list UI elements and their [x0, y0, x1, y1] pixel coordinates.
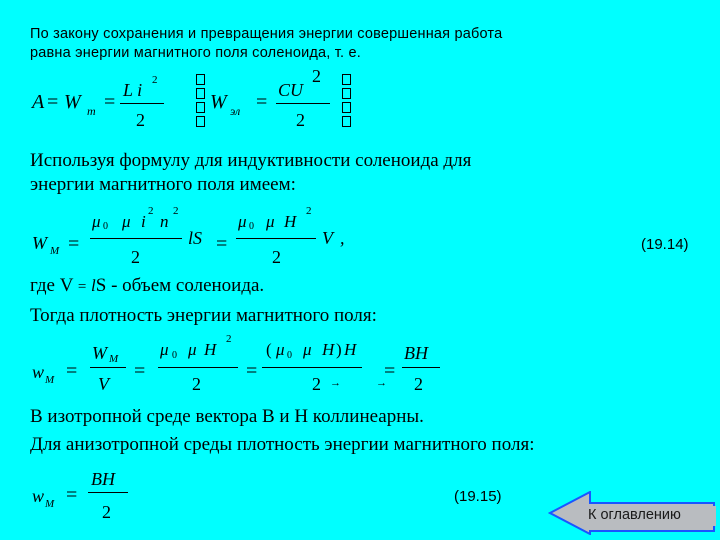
- eq2-n: n: [160, 212, 169, 231]
- eq3-H: H: [204, 340, 217, 359]
- volume-post: S - объем соленоида.: [95, 275, 265, 296]
- eq2-fraction-bar-1: [90, 238, 182, 239]
- eq4-BH: BH: [91, 469, 115, 489]
- eq1-w-el: W: [210, 91, 227, 113]
- eq3-close: ): [336, 340, 342, 359]
- eq1-pow2: 2: [312, 66, 321, 86]
- eq2-eq-1: =: [68, 233, 80, 255]
- paragraph-2: Тогда плотность энергии магнитного поля:: [30, 305, 377, 326]
- eq3-den-2: 2: [312, 374, 321, 394]
- eq1-fraction-bar-2: [276, 103, 330, 104]
- eq3-sub-M-num: M: [109, 353, 119, 365]
- eq2-mu0: μ: [92, 212, 101, 231]
- eq1-fraction-bar-1: [120, 103, 164, 104]
- eq3-fraction-bar-1: [90, 367, 126, 368]
- eq2-den-1: 2: [131, 247, 140, 267]
- eq2-pow-i: 2: [148, 205, 154, 217]
- eq2-pow-n: 2: [173, 205, 179, 217]
- eq1-placeholder-box: [196, 116, 205, 127]
- eq3-BH: BH: [404, 343, 428, 363]
- eq3-zero: 0: [172, 350, 177, 361]
- eq1-cu: CU: [278, 80, 304, 100]
- eq2-mu0-b: μ: [238, 212, 247, 231]
- eq1-placeholder-box: [342, 116, 351, 127]
- eq4-sub-m: M: [45, 498, 55, 510]
- table-of-contents-button[interactable]: [548, 491, 716, 535]
- paragraph-1-line-2: энергии магнитного поля имеем:: [30, 174, 296, 195]
- eq1-placeholder-box: [342, 88, 351, 99]
- intro-line-1: По закону сохранения и превращения энергии совершенная работа: [30, 26, 503, 42]
- eq2-fraction-bar-2: [236, 238, 316, 239]
- eq2-pow-h: 2: [306, 205, 312, 217]
- eq3-den-3: 2: [414, 374, 423, 394]
- eq3-mu-b: μ: [303, 340, 312, 359]
- eq3-arrow-1: →: [330, 377, 341, 389]
- eq2-mu: μ: [122, 212, 131, 231]
- eq2-i: i: [141, 212, 146, 231]
- eq1-placeholder-box: [342, 102, 351, 113]
- paragraph-1-line-1: Используя формулу для индуктивности соленоида для: [30, 150, 472, 171]
- eq3-pow: 2: [226, 333, 232, 345]
- eq1-den2: 2: [296, 110, 305, 130]
- eq3-den-1: 2: [192, 374, 201, 394]
- eq3-eq-2: =: [134, 360, 146, 382]
- eq3-eq-4: =: [384, 360, 396, 382]
- eq1-sub-el: эл: [230, 104, 241, 118]
- eq3-sub-m: M: [45, 374, 55, 386]
- volume-eq: =: [77, 279, 87, 295]
- eq2-mu-b: μ: [266, 212, 275, 231]
- eq3-fraction-bar-4: [402, 367, 440, 368]
- eq1-li: L i: [123, 80, 143, 100]
- eq3-mu0-b: μ: [276, 340, 285, 359]
- eq1-eq-3: =: [256, 91, 268, 113]
- equation-number-19-15: (19.15): [454, 488, 502, 505]
- eq1-eq-2: =: [104, 91, 116, 113]
- eq1-w: W: [64, 91, 81, 113]
- equation-number-19-14: (19.14): [641, 236, 689, 253]
- eq2-zero: 0: [103, 221, 108, 232]
- eq1-placeholder-box: [196, 102, 205, 113]
- volume-line: [30, 274, 264, 299]
- eq1-placeholder-box: [196, 74, 205, 85]
- eq2-h: H: [284, 212, 297, 231]
- eq3-zero-b: 0: [287, 350, 292, 361]
- eq3-w: w: [32, 362, 45, 382]
- paragraph-3-line-1: В изотропной среде вектора B и H коллинеарны.: [30, 406, 424, 427]
- eq3-H-b: H: [322, 340, 335, 359]
- eq3-eq-1: =: [66, 360, 78, 382]
- eq2-den-2: 2: [272, 247, 281, 267]
- eq4-eq: =: [66, 484, 78, 506]
- eq3-H-c: H: [344, 340, 357, 359]
- volume-pre: где V: [30, 275, 74, 296]
- eq3-mu0: μ: [160, 340, 169, 359]
- eq3-W: W: [92, 343, 107, 363]
- eq4-w: w: [32, 486, 45, 506]
- eq2-sub-m: M: [50, 245, 60, 257]
- eq2-zero-b: 0: [249, 221, 254, 232]
- eq2-comma: ,: [340, 228, 345, 248]
- eq4-fraction-bar: [88, 492, 128, 493]
- eq1-pow: 2: [152, 74, 158, 86]
- eq2-w: W: [32, 233, 47, 253]
- intro-line-2: равна энергии магнитного поля соленоида, т. е.: [30, 45, 361, 61]
- eq3-arrow-2: →: [376, 377, 387, 389]
- eq1-a: A: [32, 91, 45, 113]
- eq1-sub-m: m: [87, 104, 96, 118]
- eq1-eq-1: =: [47, 91, 59, 113]
- table-of-contents-label: К оглавлению: [586, 506, 716, 526]
- eq2-v: V: [322, 228, 333, 248]
- eq1-den: 2: [136, 110, 145, 130]
- eq3-eq-3: =: [246, 360, 258, 382]
- eq1-placeholder-box: [342, 74, 351, 85]
- eq3-fraction-bar-2: [158, 367, 238, 368]
- eq3-mu: μ: [188, 340, 197, 359]
- eq1-placeholder-box: [196, 88, 205, 99]
- eq3-open: (: [266, 340, 272, 359]
- paragraph-3-line-2: Для анизотропной среды плотность энергии магнитного поля:: [30, 434, 535, 455]
- eq2-ls: lS: [188, 228, 203, 248]
- eq2-eq-2: =: [216, 233, 228, 255]
- volume-l: l: [91, 276, 96, 295]
- eq3-fraction-bar-3: [262, 367, 362, 368]
- eq3-V: V: [98, 374, 109, 394]
- eq4-den: 2: [102, 502, 111, 522]
